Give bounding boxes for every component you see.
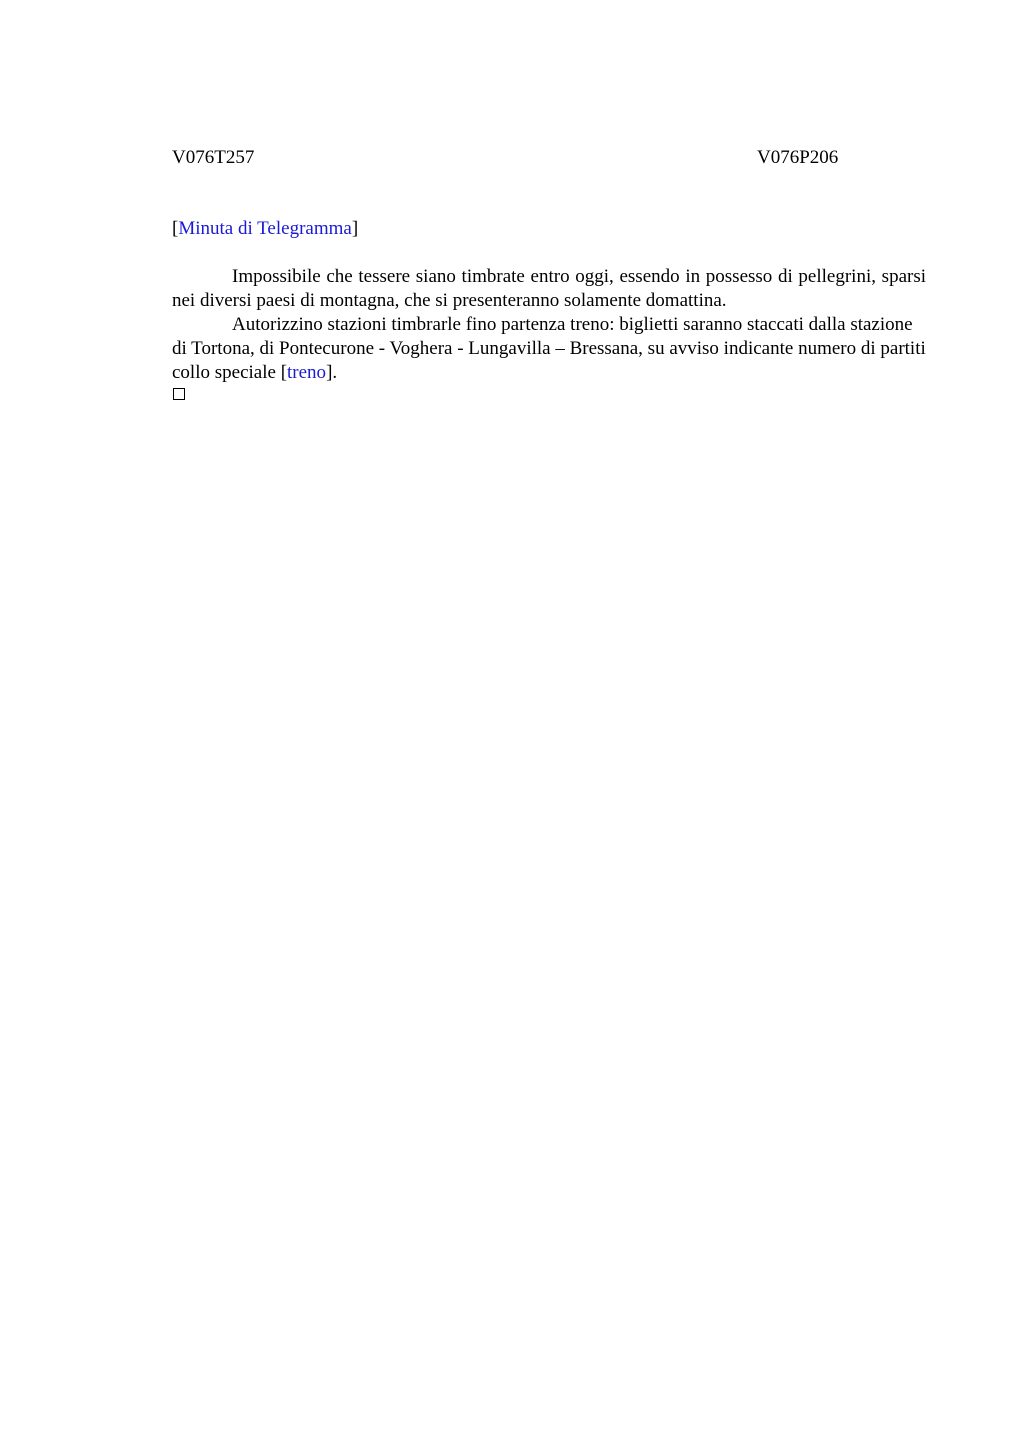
document-code-left: V076T257 — [172, 147, 255, 168]
paragraph-1: Impossibile che tessere siano timbrate entro oggi, essendo in possesso di pellegrini, sparsi nei diversi paesi di montagna, che si presenteranno solamente domattina. — [172, 266, 926, 311]
square-outline-icon — [173, 388, 185, 400]
document-code-right: V076P206 — [757, 147, 839, 168]
telegram-body — [172, 265, 926, 385]
document-title — [172, 217, 358, 241]
title-editorial-text: Minuta di Telegramma — [178, 218, 352, 239]
paragraph-2-close: ]. — [326, 362, 338, 383]
paragraph-2-text: Autorizzino stazioni timbrarle fino partenza treno: biglietti saranno staccati dalla stazione di Tortona, di Pontecurone - Voghera - Lungavilla – Bressana, su avviso indicante numero di partiti collo speciale — [172, 314, 926, 383]
paragraph-2-open-bracket: [ — [280, 362, 288, 383]
paragraph-2 — [172, 313, 926, 385]
title-close-bracket: ] — [351, 218, 359, 239]
paragraph-2-editorial-word: treno — [287, 362, 327, 383]
title-open-bracket: [ — [172, 218, 179, 239]
